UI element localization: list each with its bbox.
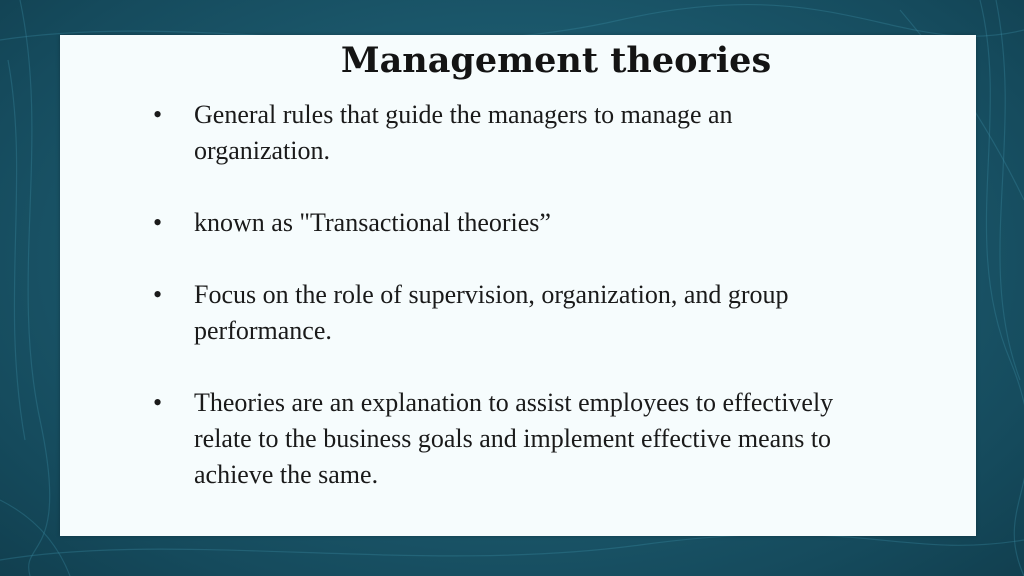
bullet-icon: • xyxy=(153,208,163,237)
bullet-item xyxy=(153,97,873,169)
bullet-icon: • xyxy=(153,100,163,129)
slide-title: Management theories xyxy=(340,40,772,81)
bullet-item xyxy=(153,277,873,349)
bullet-icon: • xyxy=(153,388,163,417)
bullet-text: Focus on the role of supervision, organization, and group performance. xyxy=(194,280,789,345)
bullet-text: General rules that guide the managers to manage an organization. xyxy=(194,100,733,165)
bullet-icon: • xyxy=(153,280,163,309)
bullet-item xyxy=(153,205,873,241)
bullet-list xyxy=(153,97,873,529)
bullet-text: known as "Transactional theories” xyxy=(194,208,551,237)
bullet-item xyxy=(153,385,873,493)
bullet-text: Theories are an explanation to assist employees to effectively relate to the business goals and implement effective means to achieve the same. xyxy=(194,388,834,489)
